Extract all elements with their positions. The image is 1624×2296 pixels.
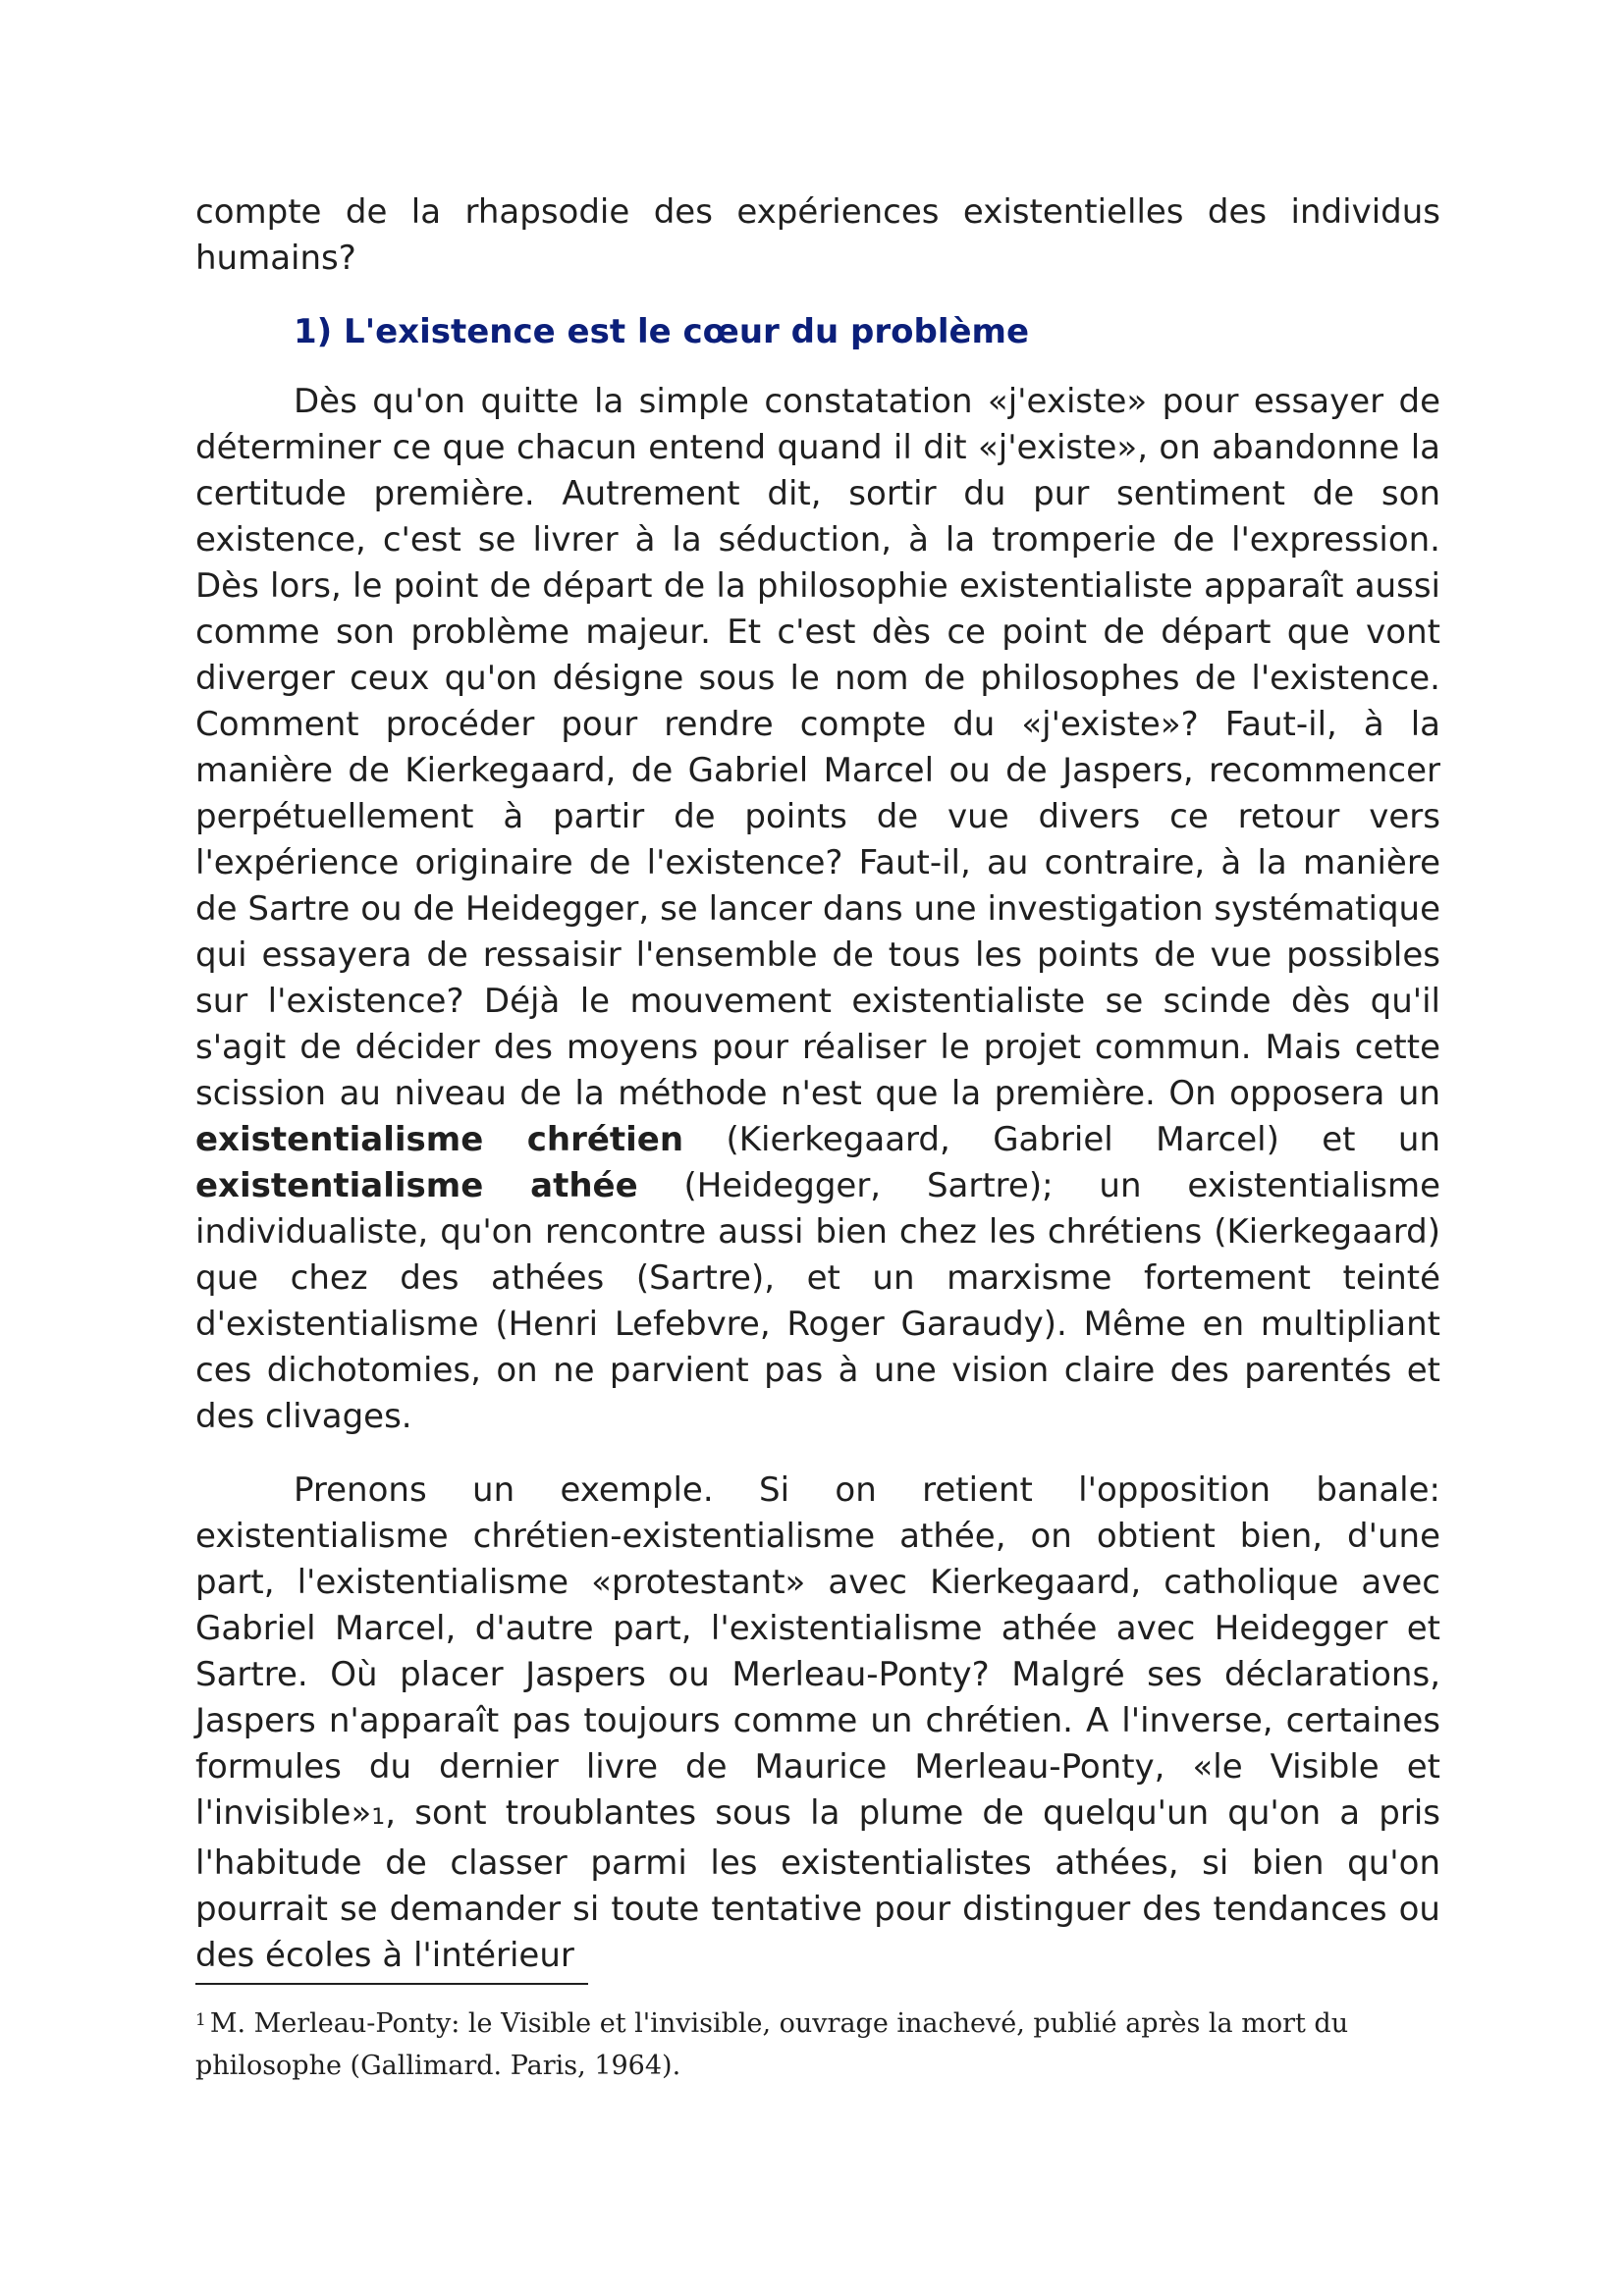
footnote-text: M. Merleau-Ponty: le Visible et l'invisible, ouvrage inachevé, publié après la mort du philosophe (Gallimard. Paris, 1964). (195, 2008, 1349, 2081)
paragraph-2 (195, 1468, 1440, 1979)
footnote-divider (195, 1983, 588, 1985)
page-body (195, 189, 1440, 2006)
bold-term-christian-existentialism: existentialisme chrétien (195, 1120, 684, 1159)
paragraph-1-text-c: (Heidegger, Sartre); un existentialisme individualiste, qu'on rencontre aussi bien chez les chrétiens (Kierkegaard) que chez des athées (Sartre), et un marxisme fortement teinté d'existentialisme (Henri Lefebvre, Roger Garaudy). Même en multipliant ces dichotomies, on ne parvient pas à une vision claire des parentés et des clivages. (195, 1166, 1440, 1436)
paragraph-1-text-a: Dès qu'on quitte la simple constatation «j'existe» pour essayer de déterminer ce que chacun entend quand il dit «j'existe», on abandonne la certitude première. Autrement dit, sortir du pur sentiment de son existence, c'est se livrer à la séduction, à la tromperie de l'expression. Dès lors, le point de départ de la philosophie existentialiste apparaît aussi comme son problème majeur. Et c'est dès ce point de départ que vont diverger ceux qu'on désigne sous le nom de philosophes de l'existence. Comment procéder pour rendre compte du «j'existe»? Faut-il, à la manière de Kierkegaard, de Gabriel Marcel ou de Jaspers, recommencer perpétuellement à partir de points de vue divers ce retour vers l'expérience originaire de l'existence? Faut-il, au contraire, à la manière de Sartre ou de Heidegger, se lancer dans une investigation systématique qui essayera de ressaisir l'ensemble de tous les points de vue possibles sur l'existence? Déjà le mouvement existentialiste se scinde dès qu'il s'agit de décider des moyens pour réaliser le projet commun. Mais cette scission au niveau de la méthode n'est que la première. On opposera un (195, 382, 1440, 1113)
paragraph-1-text-b: (Kierkegaard, Gabriel Marcel) et un (683, 1120, 1441, 1159)
footnote-reference[interactable]: 1 (371, 1805, 386, 1830)
footnote (195, 2000, 1374, 2087)
opening-paragraph: compte de la rhapsodie des expériences existentielles des individus humains? (195, 192, 1440, 278)
paragraph-2-text-a: Prenons un exemple. Si on retient l'opposition banale: existentialisme chrétien-existentialisme athée, on obtient bien, d'une part, l'existentialisme «protestant» avec Kierkegaard, catholique avec Gabriel Marcel, d'autre part, l'existentialisme athée avec Heidegger et Sartre. Où placer Jaspers ou Merleau-Ponty? Malgré ses déclarations, Jaspers n'apparaît pas toujours comme un chrétien. A l'inverse, certaines formules du dernier livre de Maurice Merleau-Ponty, «le Visible et l'invisible» (195, 1470, 1440, 1833)
paragraph-1 (195, 379, 1440, 1440)
footnote-number: 1 (195, 2010, 206, 2030)
paragraph-2-text-b: , sont troublantes sous la plume de quelqu'un qu'on a pris l'habitude de classer parmi les existentialistes athées, si bien qu'on pourrait se demander si toute tentative pour distinguer des tendances ou des écoles à l'intérieur (195, 1793, 1440, 1975)
bold-term-atheist-existentialism: existentialisme athée (195, 1166, 638, 1205)
section-heading: 1) L'existence est le cœur du problème (294, 312, 1030, 351)
